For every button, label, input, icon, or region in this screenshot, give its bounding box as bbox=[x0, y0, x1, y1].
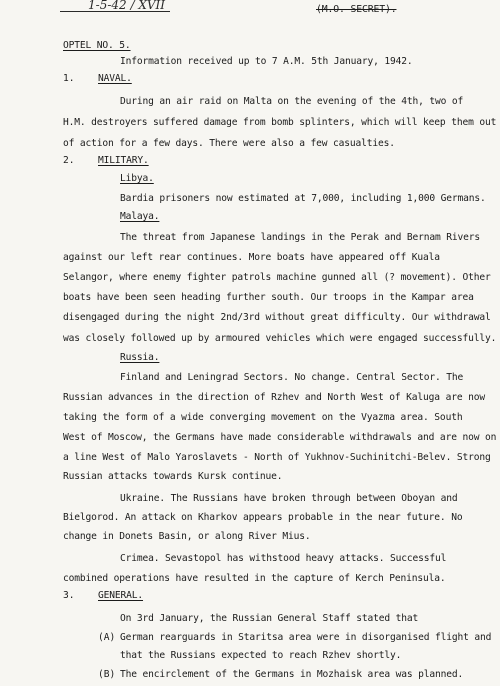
section-number-general: 3. bbox=[63, 590, 75, 601]
subheading-libya: Libya. bbox=[120, 173, 154, 184]
malaya-line: Selangor, where enemy fighter patrols machine gunned all (? movement). Other bbox=[63, 272, 491, 283]
russia-line: Finland and Leningrad Sectors. No change. Central Sector. The bbox=[120, 372, 464, 383]
russia-line: Russian advances in the direction of Rzhev and North West of Kaluga are now bbox=[63, 392, 485, 403]
russia-line: taking the form of a wide converging movement on the Vyazma area. South bbox=[63, 412, 463, 423]
malaya-line: disengaged during the night 2nd/3rd without great difficulty. Our withdrawal bbox=[63, 312, 491, 323]
section-number-naval: 1. bbox=[63, 73, 75, 84]
malaya-line: against our left rear continues. More boats have appeared off Kuala bbox=[63, 252, 440, 263]
list-item-line: German rearguards in Staritsa area were in disorganised flight and bbox=[120, 632, 492, 643]
security-classification: (M.O. SECRET). bbox=[316, 4, 397, 15]
russia-line: a line West of Malo Yaroslavets - North of Yukhnov-Suchinitchi-Belev. Strong bbox=[63, 452, 491, 463]
crimea-line: Crimea. Sevastopol has withstood heavy attacks. Successful bbox=[120, 553, 447, 564]
malaya-line: boats have been seen heading further south. Our troops in the Kampar area bbox=[63, 292, 474, 303]
section-heading-naval: NAVAL. bbox=[98, 73, 132, 84]
ukraine-line: Ukraine. The Russians have broken through between Oboyan and bbox=[120, 493, 458, 504]
intro-line: Information received up to 7 A.M. 5th January, 1942. bbox=[120, 56, 413, 67]
list-marker: (A) bbox=[98, 632, 116, 643]
naval-line: of action for a few days. There were also a few casualties. bbox=[63, 138, 395, 149]
document-reference: OPTEL NO. 5. bbox=[63, 40, 131, 51]
subheading-malaya: Malaya. bbox=[120, 211, 160, 222]
malaya-line: The threat from Japanese landings in the Perak and Bernam Rivers bbox=[120, 232, 481, 243]
libya-line: Bardia prisoners now estimated at 7,000, including 1,000 Germans. bbox=[120, 193, 486, 204]
handwritten-reference: 1-5-42 / XVII bbox=[88, 0, 166, 12]
russia-line: Russian attacks towards Kursk continue. bbox=[63, 471, 283, 482]
list-marker: (B) bbox=[98, 669, 116, 680]
general-intro: On 3rd January, the Russian General Staff stated that bbox=[120, 613, 419, 624]
list-item-line: that the Russians expected to reach Rzhev shortly. bbox=[120, 650, 402, 661]
russia-line: West of Moscow, the Germans have made considerable withdrawals and are now on bbox=[63, 432, 497, 443]
section-heading-general: GENERAL. bbox=[98, 590, 144, 601]
section-heading-military: MILITARY. bbox=[98, 155, 149, 166]
list-item-line: The encirclement of the Germans in Mozhaisk area was planned. bbox=[120, 669, 464, 680]
crimea-line: combined operations have resulted in the capture of Kerch Peninsula. bbox=[63, 573, 446, 584]
section-number-military: 2. bbox=[63, 155, 75, 166]
ukraine-line: change in Donets Basin, or along River Mius. bbox=[63, 531, 311, 542]
ukraine-line: Bielgorod. An attack on Kharkov appears probable in the near future. No bbox=[63, 512, 463, 523]
subheading-russia: Russia. bbox=[120, 352, 160, 363]
naval-line: During an air raid on Malta on the evening of the 4th, two of bbox=[120, 96, 464, 107]
malaya-line: was closely followed up by armoured vehicles which were engaged successfully. bbox=[63, 333, 497, 344]
naval-line: H.M. destroyers suffered damage from bomb splinters, which will keep them out bbox=[63, 117, 497, 128]
